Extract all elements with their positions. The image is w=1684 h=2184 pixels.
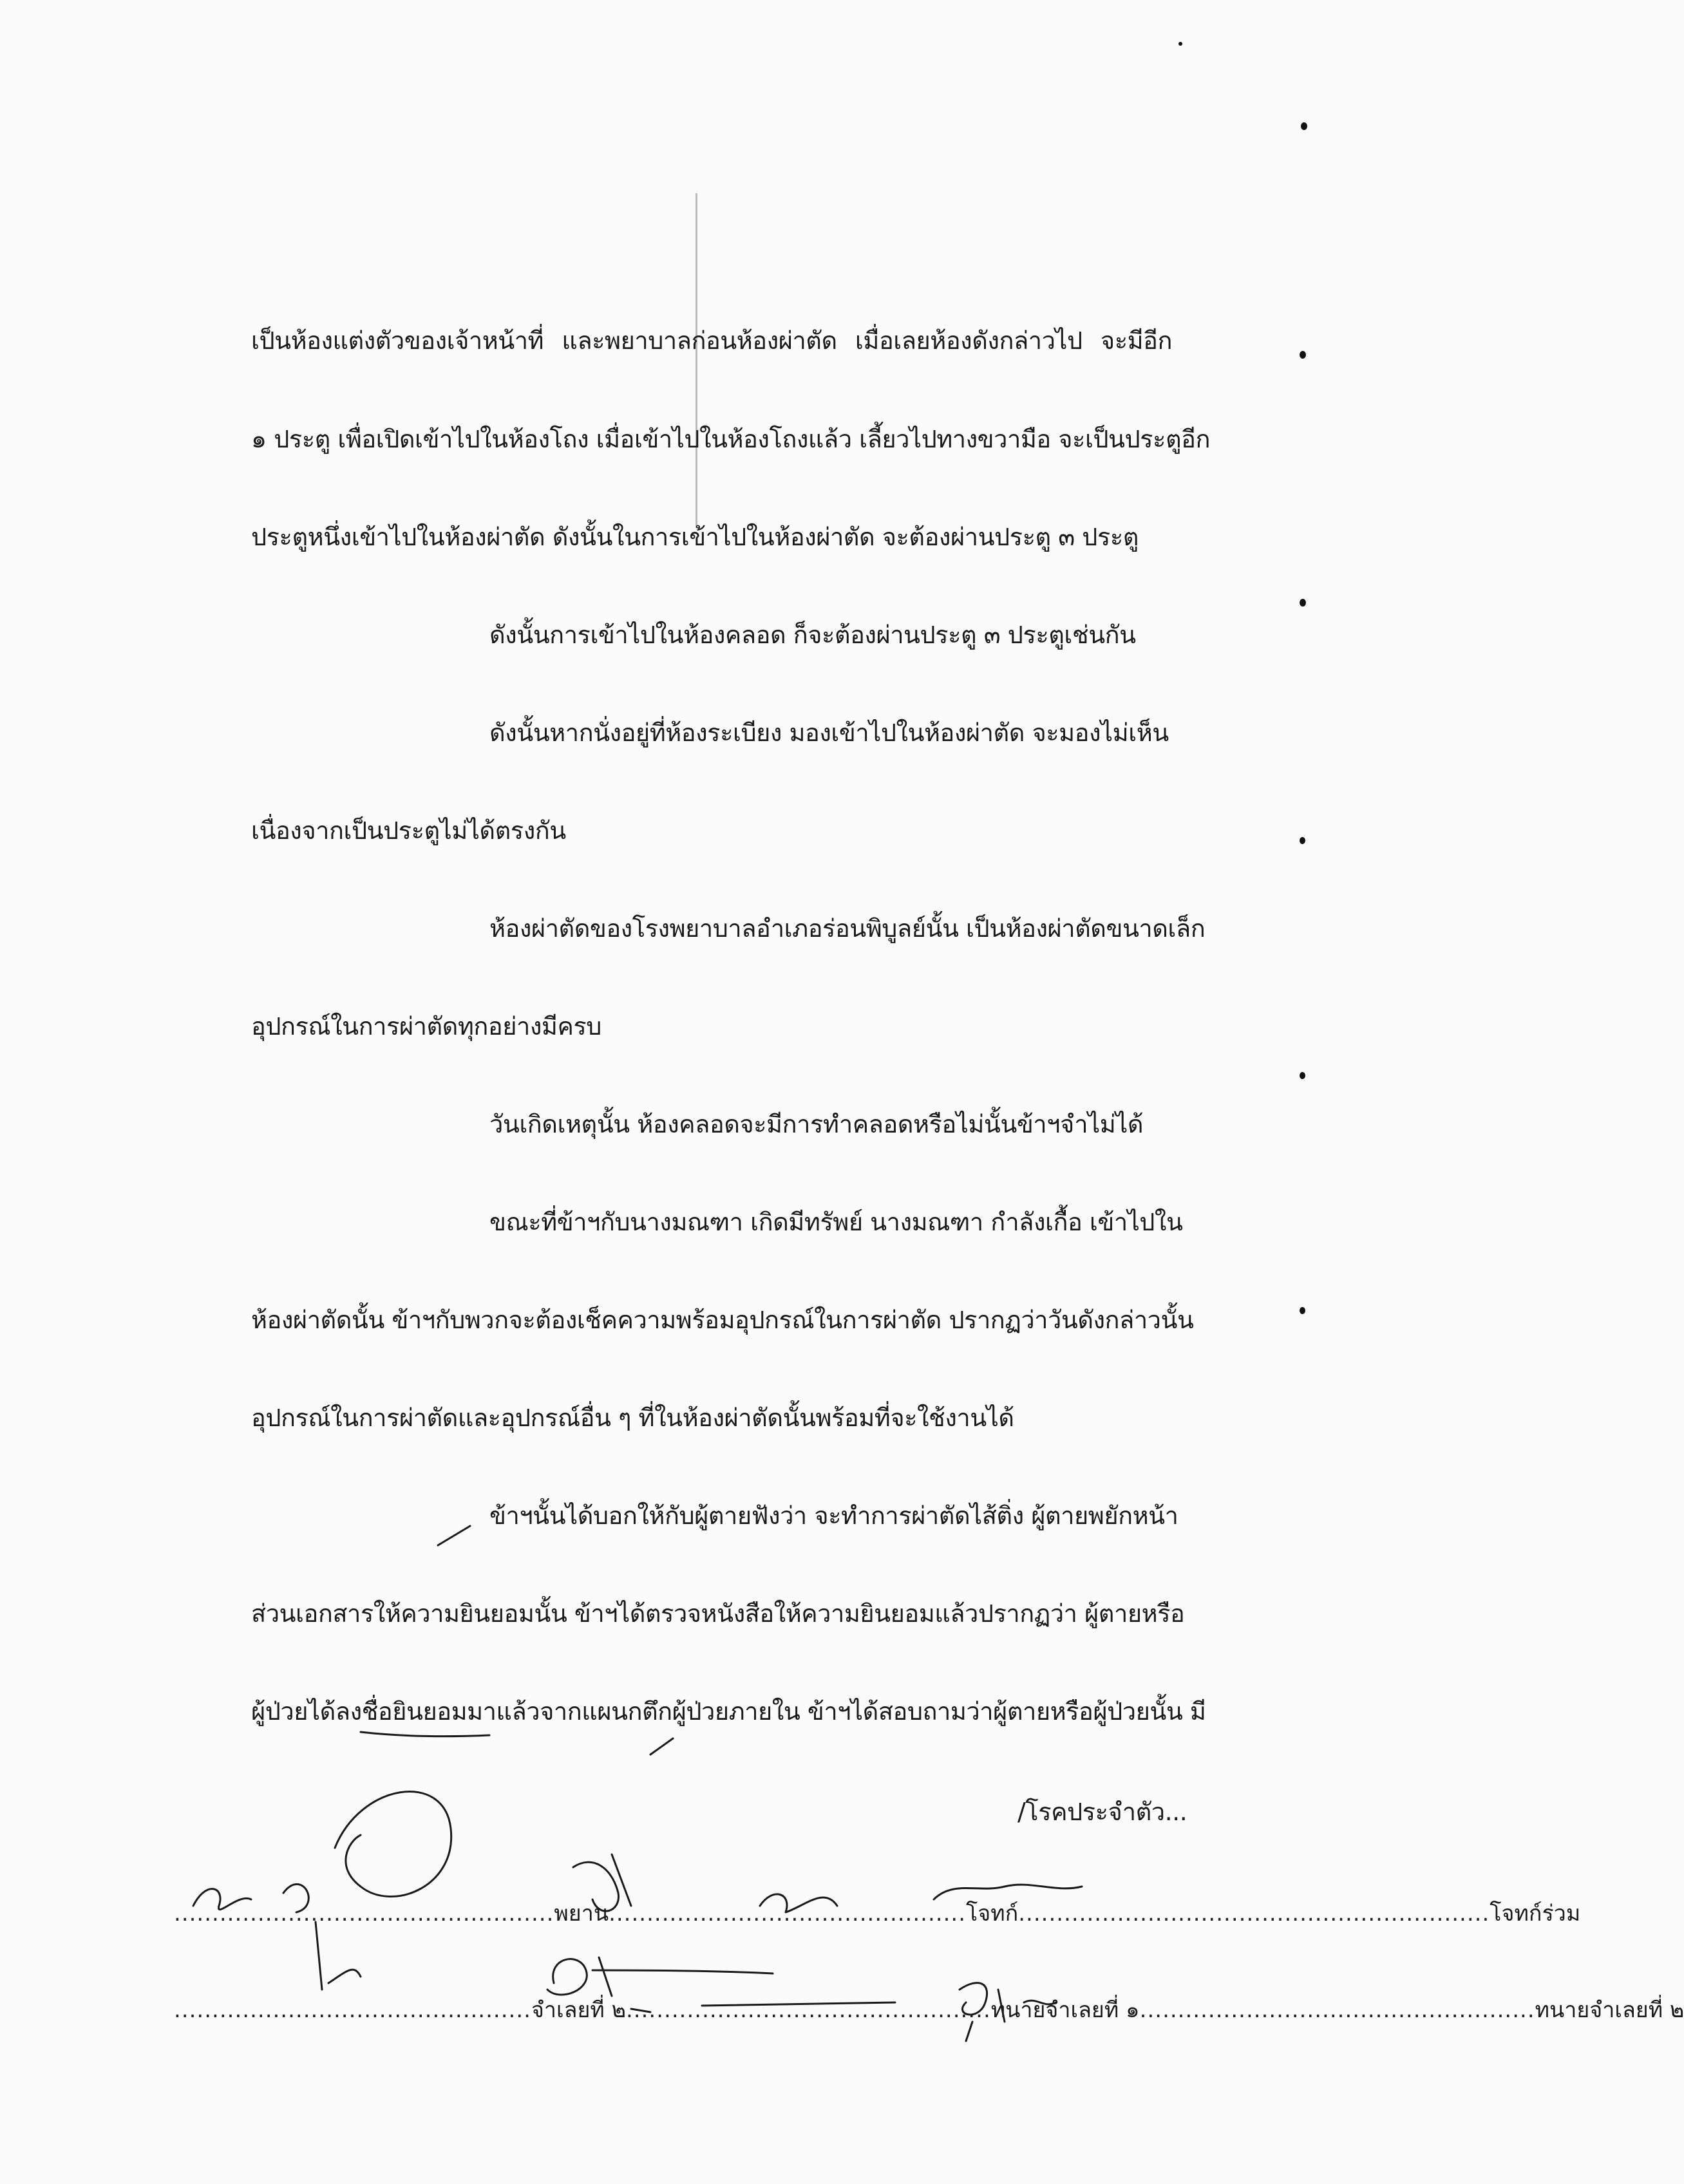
defendant-signature [547, 1957, 773, 1996]
body-line: อุปกรณ์ในการผ่าตัดทุกอย่างมีครบ [251, 1012, 601, 1040]
signature-dots: .............................................................. [1018, 1901, 1490, 1926]
plaintiff-label: โจทก์ [966, 1901, 1019, 1926]
body-line: ๑ ประตู เพื่อเปิดเข้าไปในห้องโถง เมื่อเข้าไปในห้องโถงแล้ว เลี้ยวไปทางขวามือ จะเป็นประตูอีก [251, 425, 1210, 453]
signature-dots: ............................................... [609, 1901, 967, 1926]
plaintiff-signature [760, 1885, 1082, 1912]
witness-signature [316, 1922, 361, 1990]
body-line-indented: ดังนั้นหากนั่งอยู่ที่ห้องระเบียง มองเข้าไปในห้องผ่าตัด จะมองไม่เห็น [489, 719, 1169, 747]
body-line: อุปกรณ์ในการผ่าตัดและอุปกรณ์อื่น ๆ ที่ในห้องผ่าตัดนั้นพร้อมที่จะใช้งานได้ [251, 1404, 1014, 1432]
signature-dots: .................................................. [174, 1901, 554, 1926]
witness-signature [335, 1792, 451, 1897]
body-line-indented: ดังนั้นการเข้าไปในห้องคลอด ก็จะต้องผ่านประตู ๓ ประตูเช่นกัน [489, 621, 1136, 649]
underline-mark [361, 1732, 489, 1737]
body-line-indented: ห้องผ่าตัดของโรงพยาบาลอำเภอร่อนพิบูลย์นั้น เป็นห้องผ่าตัดขนาดเล็ก [489, 914, 1206, 943]
signature-dots: .................................................... [1139, 1997, 1535, 2023]
body-line: ส่วนเอกสารให้ความยินยอมนั้น ข้าฯได้ตรวจหนังสือให้ความยินยอมแล้วปรากฏว่า ผู้ตายหรือ [251, 1599, 1185, 1628]
plaintiff-signature [573, 1854, 631, 1911]
body-line: เป็นห้องแต่งตัวของเจ้าหน้าที่ และพยาบาลก่อนห้องผ่าตัด เมื่อเลยห้องดังกล่าวไป จะมีอีก [251, 326, 1172, 355]
defendant-signature [631, 2002, 895, 2012]
body-line: ห้องผ่าตัดนั้น ข้าฯกับพวกจะต้องเช็คความพร้อมอุปกรณ์ในการผ่าตัด ปรากฏว่าวันดังกล่าวนั้น [251, 1306, 1194, 1334]
defendant-2-label: จำเลยที่ ๒ [531, 1997, 626, 2023]
margin-tick-mark [650, 1738, 673, 1755]
body-line: ผู้ป่วยได้ลงชื่อยินยอมมาแล้วจากแผนกตึกผู้ป่วยภายใน ข้าฯได้สอบถามว่าผู้ตายหรือผู้ป่วยนั้น มี [251, 1697, 1206, 1726]
body-line-indented: ข้าฯนั้นได้บอกให้กับผู้ตายฟังว่า จะทำการผ่าตัดไส้ติ่ง ผู้ตายพยักหน้า [489, 1502, 1178, 1530]
continuation-text: /โรคประจำตัว... [1017, 1798, 1187, 1826]
witness-label: พยาน [554, 1901, 609, 1926]
body-line-indented: ขณะที่ข้าฯกับนางมณฑา เกิดมีทรัพย์ นางมณฑา กำลังเกื้อ เข้าไปใน [489, 1208, 1183, 1236]
defendant-1-lawyer-label: ทนายจำเลยที่ ๑ [990, 1997, 1140, 2023]
lawyer-signature [960, 1983, 1056, 2022]
defendant-2-lawyer-label: ทนายจำเลยที่ ๒ [1535, 1997, 1684, 2023]
co-plaintiff-label: โจทก์ร่วม [1490, 1901, 1581, 1926]
margin-tick-mark [438, 1526, 470, 1545]
body-line: ประตูหนึ่งเข้าไปในห้องผ่าตัด ดังนั้นในการเข้าไปในห้องผ่าตัด จะต้องผ่านประตู ๓ ประตู [251, 523, 1139, 551]
signature-dots: ................................................ [626, 1997, 991, 2023]
body-line: เนื่องจากเป็นประตูไม่ได้ตรงกัน [251, 816, 566, 845]
signature-dots: ............................................... [174, 1997, 531, 2023]
body-line-indented: วันเกิดเหตุนั้น ห้องคลอดจะมีการทำคลอดหรือไม่นั้นข้าฯจำไม่ได้ [489, 1110, 1144, 1138]
witness-signature [193, 1884, 308, 1912]
lawyer-signature [966, 2022, 972, 2041]
